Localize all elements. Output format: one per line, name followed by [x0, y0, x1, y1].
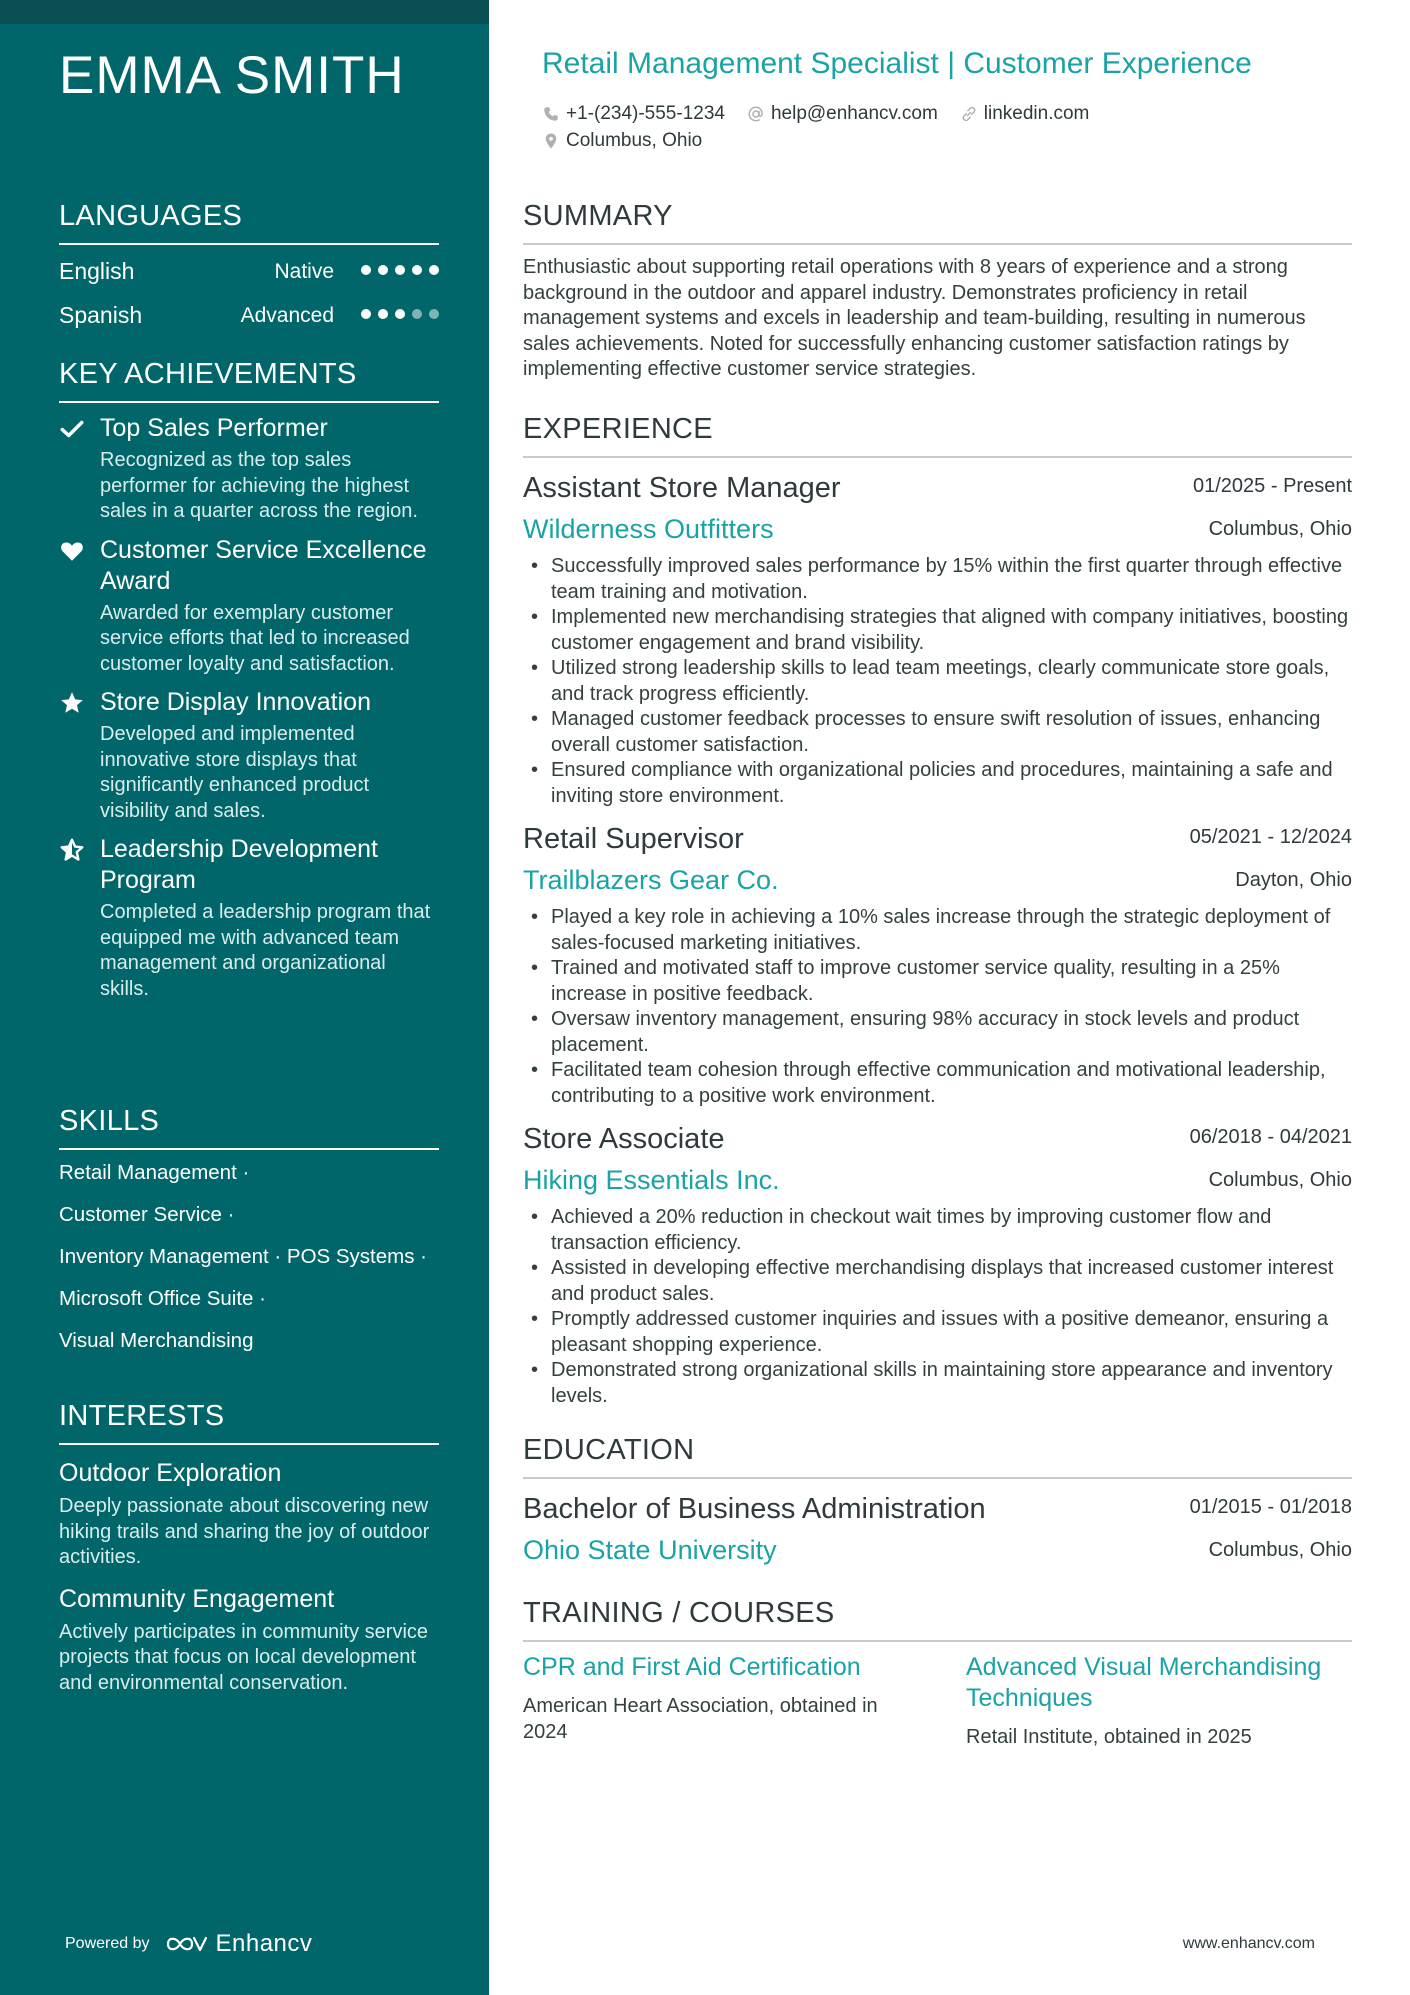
- interest-title: Community Engagement: [59, 1584, 335, 1613]
- headline: Retail Management Specialist | Customer Experience: [542, 47, 1252, 80]
- location-text: Columbus, Ohio: [566, 129, 703, 151]
- job-bullet: • Achieved a 20% reduction in checkout wait times by improving customer flow and transaction efficiency.: [523, 1205, 1352, 1256]
- star-icon: [59, 690, 85, 716]
- course-item: [966, 1652, 1351, 1750]
- email-text: help@enhancv.com: [770, 102, 938, 124]
- achievement-desc: Developed and implemented innovative store displays that significantly enhanced product visibility and sales.: [100, 723, 370, 822]
- rating-dot: [378, 309, 388, 319]
- job-bullet: • Played a key role in achieving a 10% sales increase through the strategic deployment of sales-focused marketing initiatives.: [523, 905, 1352, 956]
- sidebar-top-bar: [0, 0, 489, 24]
- education-dates: 01/2015 - 01/2018: [1189, 1496, 1352, 1518]
- achievement-item: [59, 687, 439, 824]
- summary-title: SUMMARY: [523, 200, 1352, 245]
- check-icon: [59, 416, 85, 442]
- job-title: Store Associate: [523, 1123, 725, 1155]
- achievement-title: Customer Service Excellence Award: [100, 535, 427, 595]
- phone-contact: [542, 103, 725, 125]
- language-row: [59, 249, 439, 293]
- job-bullet: • Utilized strong leadership skills to lead team meetings, clearly communicate store goals, and track progress efficiently.: [523, 656, 1352, 707]
- rating-dot: [378, 265, 388, 275]
- job-bullets: [523, 905, 1352, 1109]
- language-level: Advanced: [240, 304, 334, 327]
- interest-desc: Actively participates in community service projects that focus on local development and environmental conservation.: [59, 1620, 429, 1694]
- skill-line: Microsoft Office Suite ·: [59, 1287, 266, 1310]
- job-title: Assistant Store Manager: [523, 472, 841, 504]
- achievements-section: [59, 358, 439, 1002]
- job-bullets: [523, 554, 1352, 809]
- achievement-item: [59, 834, 439, 1002]
- powered-by-label: Powered by: [65, 1935, 150, 1952]
- star-outline-icon: [59, 837, 85, 863]
- rating-dot: [429, 265, 439, 275]
- skill-line: Visual Merchandising: [59, 1329, 254, 1352]
- phone-icon: [542, 105, 560, 123]
- phone-text: +1-(234)-555-1234: [566, 102, 725, 124]
- education-title: EDUCATION: [523, 1434, 1352, 1479]
- enhancv-logo[interactable]: [164, 1930, 313, 1958]
- job-location: Columbus, Ohio: [1208, 1169, 1352, 1191]
- rating-dot: [412, 309, 422, 319]
- job-dates: 06/2018 - 04/2021: [1189, 1126, 1352, 1148]
- powered-by: [65, 1930, 312, 1958]
- interest-title: Outdoor Exploration: [59, 1459, 282, 1487]
- linkedin-contact[interactable]: [960, 103, 1090, 125]
- footer-url[interactable]: www.enhancv.com: [1182, 1935, 1315, 1952]
- course-title: CPR and First Aid Certification: [523, 1653, 861, 1681]
- location-pin-icon: [542, 132, 560, 150]
- job-bullet: • Promptly addressed customer inquiries and issues with a positive demeanor, ensuring a pleasant shopping experience.: [523, 1307, 1352, 1358]
- education-section: [523, 1434, 1352, 1573]
- rating-dot: [361, 309, 371, 319]
- training-title: TRAINING / COURSES: [523, 1597, 1352, 1642]
- school-location: Columbus, Ohio: [1208, 1539, 1352, 1561]
- course-desc: Retail Institute, obtained in 2025: [966, 1726, 1252, 1748]
- degree-title: Bachelor of Business Administration: [523, 1493, 986, 1525]
- experience-section: [523, 413, 1352, 1409]
- job-bullet: • Oversaw inventory management, ensuring 98% accuracy in stock levels and product placement.: [523, 1007, 1352, 1058]
- skills-section: [59, 1105, 439, 1362]
- enhancv-brand-name: Enhancv: [215, 1930, 313, 1957]
- job-bullet: • Implemented new merchandising strategies that aligned with company initiatives, boosting customer engagement and brand visibility.: [523, 605, 1352, 656]
- interests-title: INTERESTS: [59, 1400, 439, 1445]
- job-bullet: • Successfully improved sales performance by 15% within the first quarter through effective team training and motivation.: [523, 554, 1352, 605]
- rating-dot: [429, 309, 439, 319]
- interest-item: [59, 1459, 439, 1571]
- language-name: English: [59, 258, 135, 284]
- language-row: [59, 293, 439, 337]
- language-level: Native: [274, 260, 334, 283]
- job-dates: 05/2021 - 12/2024: [1189, 826, 1352, 848]
- achievements-title: KEY ACHIEVEMENTS: [59, 358, 439, 403]
- achievement-desc: Completed a leadership program that equipped me with advanced team management and organizational skills.: [100, 901, 431, 1000]
- rating-dot: [395, 309, 405, 319]
- sidebar: [0, 0, 489, 1995]
- link-icon: [960, 105, 978, 123]
- achievement-desc: Recognized as the top sales performer for achieving the highest sales in a quarter across the region.: [100, 449, 418, 522]
- skills-title: SKILLS: [59, 1105, 439, 1150]
- language-rating: [361, 265, 439, 275]
- job-bullet: • Facilitated team cohesion through effective communication and motivational leadership, contributing to a positive work environment.: [523, 1058, 1352, 1109]
- achievement-title: Top Sales Performer: [100, 414, 328, 442]
- language-rating: [361, 309, 439, 319]
- job-dates: 01/2025 - Present: [1193, 475, 1352, 497]
- skill-line: Retail Management ·: [59, 1161, 250, 1184]
- enhancv-logo-icon: [164, 1933, 208, 1955]
- interest-desc: Deeply passionate about discovering new hiking trails and sharing the joy of outdoor activities.: [59, 1495, 430, 1568]
- language-name: Spanish: [59, 302, 143, 328]
- job-entry: [523, 819, 1352, 1109]
- summary-section: [523, 200, 1352, 383]
- job-bullet: • Assisted in developing effective merchandising displays that increased customer interest and product sales.: [523, 1256, 1352, 1307]
- interest-item: [59, 1585, 439, 1697]
- achievement-item: [59, 535, 439, 678]
- job-company: Trailblazers Gear Co.: [523, 865, 779, 895]
- interests-section: [59, 1400, 439, 1696]
- job-location: Columbus, Ohio: [1208, 518, 1352, 540]
- job-company: Hiking Essentials Inc.: [523, 1165, 780, 1195]
- job-company: Wilderness Outfitters: [523, 514, 774, 544]
- course-item: [523, 1652, 908, 1750]
- heart-icon: [59, 538, 85, 564]
- rating-dot: [361, 265, 371, 275]
- job-bullet: • Demonstrated strong organizational skills in maintaining store appearance and inventory levels.: [523, 1358, 1352, 1409]
- job-bullet: • Trained and motivated staff to improve customer service quality, resulting in a 25% increase in positive feedback.: [523, 956, 1352, 1007]
- achievement-desc: Awarded for exemplary customer service efforts that led to increased customer loyalty and satisfaction.: [100, 601, 410, 675]
- at-icon: [747, 105, 765, 123]
- contact-info: [542, 100, 1089, 154]
- training-section: [523, 1597, 1352, 1750]
- rating-dot: [412, 265, 422, 275]
- location-contact: [542, 130, 702, 152]
- education-entry: [523, 1489, 1352, 1573]
- linkedin-text: linkedin.com: [983, 102, 1090, 124]
- job-bullet: • Ensured compliance with organizational policies and procedures, maintaining a safe and inviting store environment.: [523, 758, 1352, 809]
- rating-dot: [395, 265, 405, 275]
- experience-title: EXPERIENCE: [523, 413, 1352, 458]
- course-title: Advanced Visual Merchandising Techniques: [966, 1653, 1322, 1712]
- achievement-title: Leadership Development Program: [100, 835, 378, 894]
- job-title: Retail Supervisor: [523, 823, 744, 855]
- languages-title: LANGUAGES: [59, 200, 439, 245]
- achievement-item: [59, 413, 439, 525]
- job-entry: [523, 1119, 1352, 1409]
- job-entry: [523, 468, 1352, 809]
- course-desc: American Heart Association, obtained in 2024: [523, 1695, 878, 1743]
- skill-line: Inventory Management · POS Systems ·: [59, 1245, 427, 1268]
- languages-section: [59, 200, 439, 337]
- candidate-name: EMMA SMITH: [59, 46, 405, 105]
- job-bullet: • Managed customer feedback processes to ensure swift resolution of issues, enhancing overall customer satisfaction.: [523, 707, 1352, 758]
- email-contact[interactable]: [747, 103, 938, 125]
- skill-line: Customer Service ·: [59, 1203, 235, 1226]
- summary-text: Enthusiastic about supporting retail operations with 8 years of experience and a strong background in the outdoor and apparel industry. Demonstrates proficiency in retail management systems and excels in leadership and team-building, resulting in numerous sales achievements. Noted for successfully enhancing customer satisfaction ratings by implementing effective customer service strategies.: [523, 256, 1306, 380]
- job-bullets: [523, 1205, 1352, 1409]
- achievement-title: Store Display Innovation: [100, 688, 371, 716]
- job-location: Dayton, Ohio: [1235, 869, 1352, 891]
- school-name: Ohio State University: [523, 1535, 777, 1565]
